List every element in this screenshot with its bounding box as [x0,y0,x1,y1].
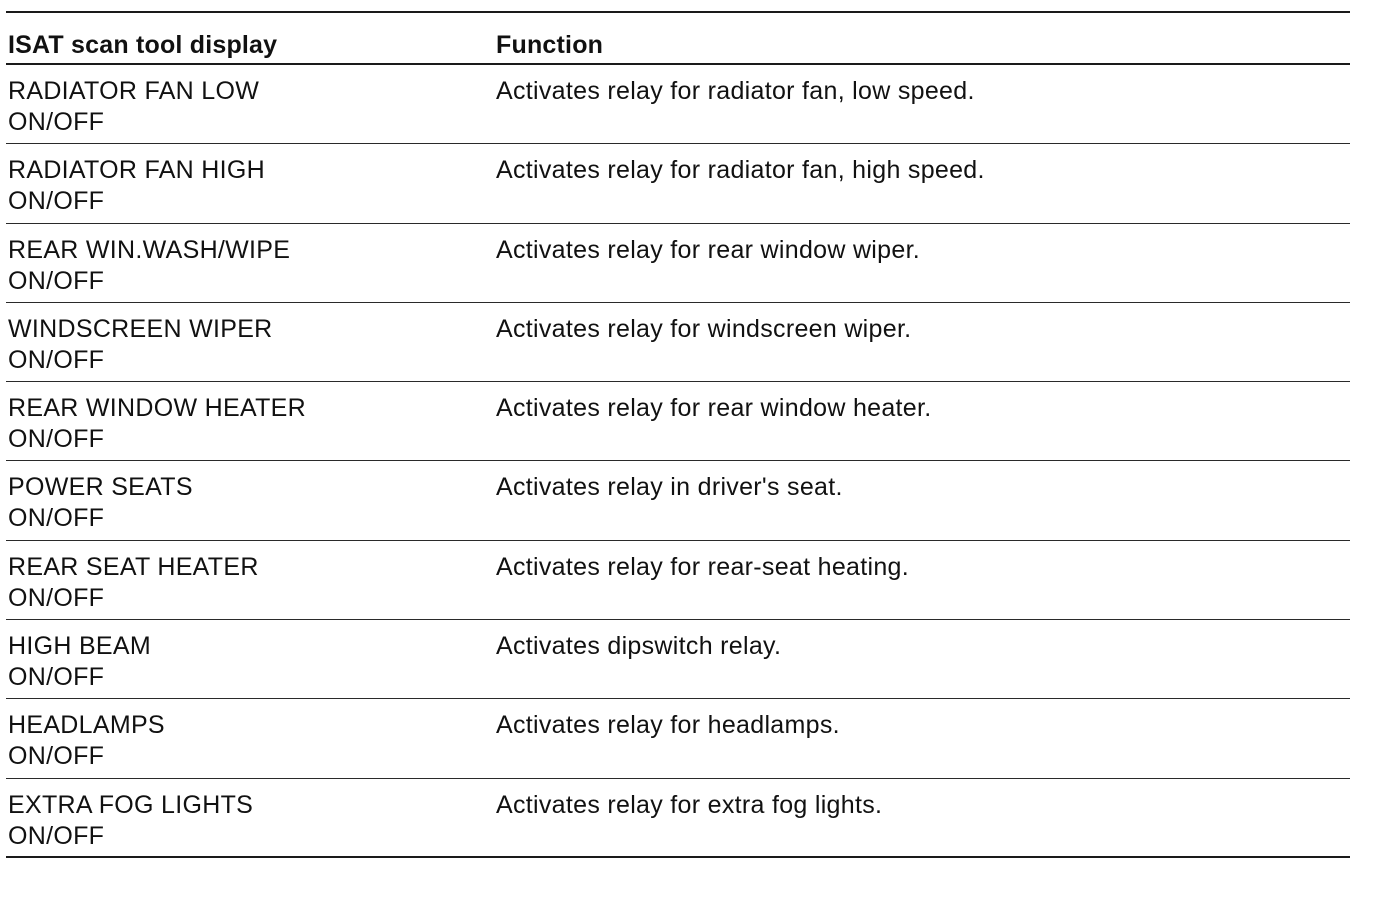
table-row [6,224,1350,303]
header-function: Function [496,31,604,59]
display-cell [6,382,496,460]
display-cell [6,779,496,856]
table-row [6,65,1350,144]
table-row [6,541,1350,620]
display-state: ON/OFF [8,663,105,692]
header-display: ISAT scan tool display [8,31,278,59]
function-cell: Activates relay for headlamps. [496,711,840,740]
display-label: RADIATOR FAN HIGH [8,156,265,185]
function-cell: Activates relay for rear window heater. [496,394,932,423]
display-cell [6,303,496,381]
display-label: REAR WINDOW HEATER [8,394,306,423]
table-row [6,699,1350,778]
function-cell: Activates relay for rear-seat heating. [496,552,909,581]
display-label: REAR SEAT HEATER [8,552,259,581]
display-state: ON/OFF [8,345,105,374]
function-cell: Activates relay for rear window wiper. [496,235,921,264]
display-cell [6,144,496,222]
display-cell [6,224,496,302]
function-cell: Activates relay for radiator fan, low speed. [496,77,975,105]
display-label: RADIATOR FAN LOW [8,77,260,105]
display-cell [6,461,496,539]
table-row [6,620,1350,699]
display-label: REAR WIN.WASH/WIPE [8,235,291,264]
function-cell: Activates relay in driver's seat. [496,473,843,502]
display-state: ON/OFF [8,504,105,533]
display-state: ON/OFF [8,425,105,454]
display-state: ON/OFF [8,821,105,850]
display-label: EXTRA FOG LIGHTS [8,790,254,819]
display-cell [6,620,496,698]
display-label: WINDSCREEN WIPER [8,314,273,343]
display-state: ON/OFF [8,583,105,612]
function-cell: Activates relay for windscreen wiper. [496,314,912,343]
display-cell [6,541,496,619]
display-label: HIGH BEAM [8,632,151,661]
display-state: ON/OFF [8,742,105,771]
table-row [6,144,1350,223]
function-table [6,11,1350,858]
display-state: ON/OFF [8,108,105,136]
display-label: POWER SEATS [8,473,193,502]
table-row [6,382,1350,461]
function-cell: Activates relay for radiator fan, high speed. [496,156,985,185]
table-row [6,779,1350,858]
table-row [6,303,1350,382]
display-cell [6,699,496,777]
table-header [6,13,1350,65]
display-label: HEADLAMPS [8,711,165,740]
display-cell [6,65,496,143]
function-cell: Activates relay for extra fog lights. [496,790,883,819]
display-state: ON/OFF [8,266,105,295]
function-cell: Activates dipswitch relay. [496,632,782,661]
display-state: ON/OFF [8,187,105,216]
table-row [6,461,1350,540]
